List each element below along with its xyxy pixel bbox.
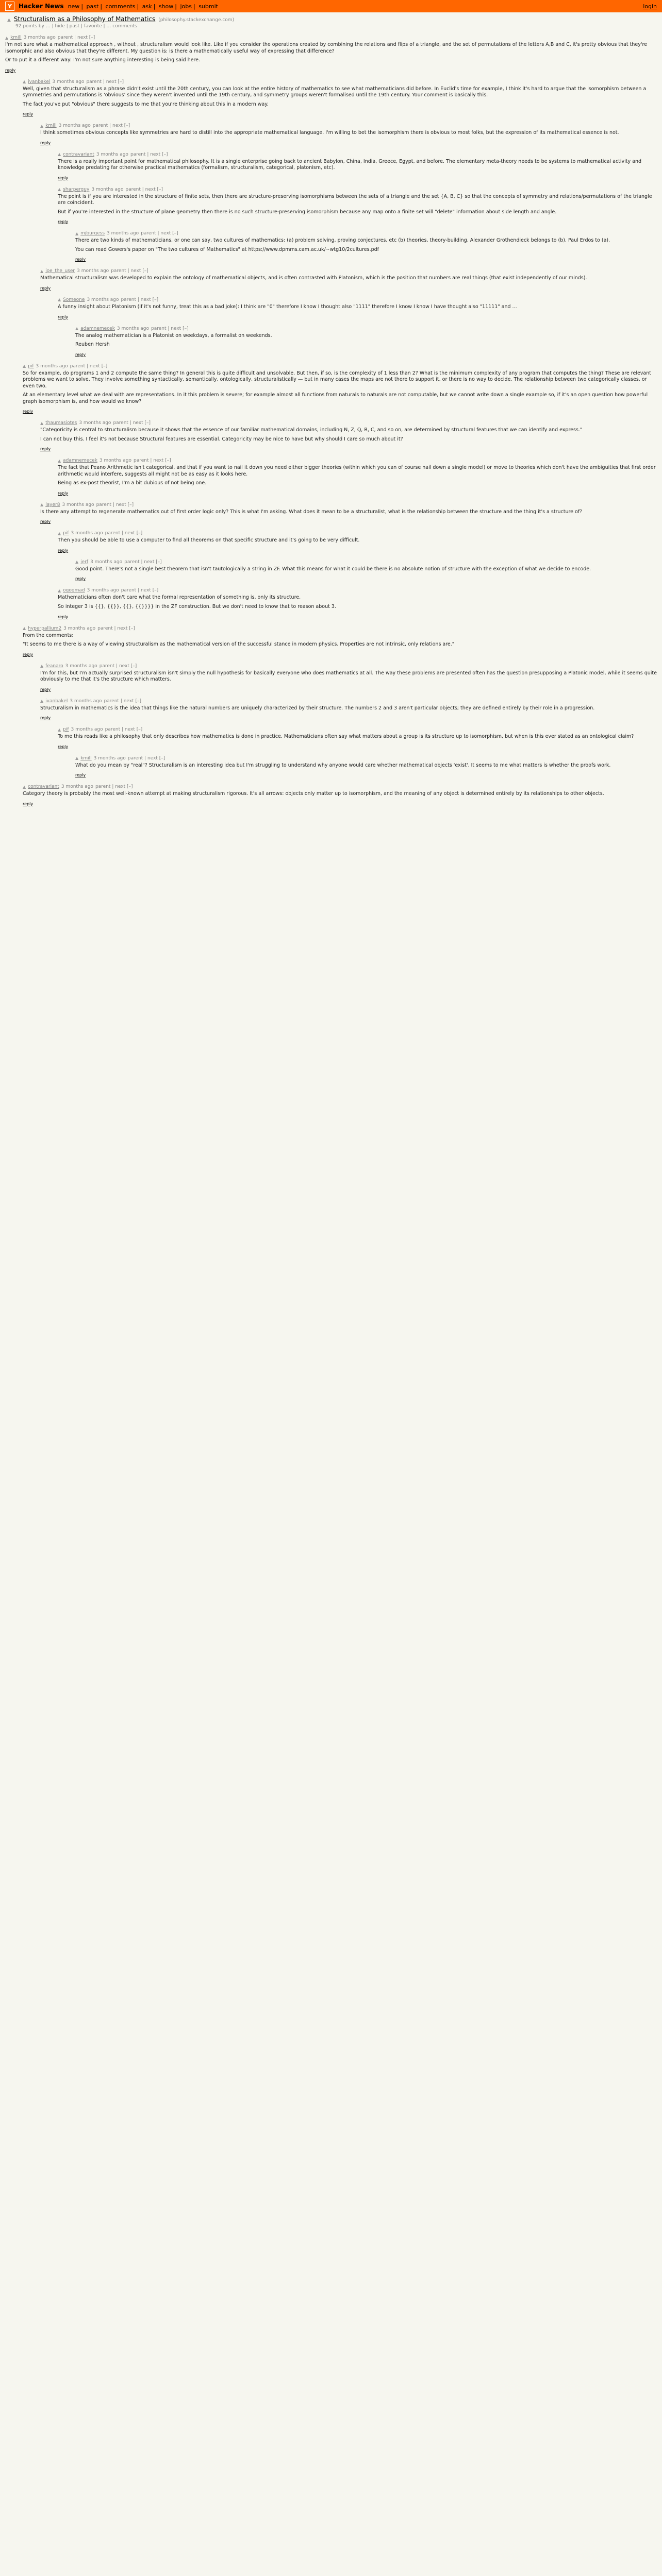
comment-meta [40, 268, 657, 274]
comment-paragraph: "It seems to me there is a way of viewing structuralism as the mathematical version of the successful stance in modern physics. Properties are not intrinsic, only relations are." [23, 641, 455, 648]
reply-link[interactable]: reply [23, 801, 34, 806]
comment-meta [40, 502, 657, 507]
comment-nav-links[interactable]: parent | next [–] [121, 297, 159, 302]
comment [75, 231, 657, 262]
reply-link[interactable]: reply [40, 519, 51, 524]
comment-paragraph: Category theory is probably the most well-known attempt at making structuralism rigorous. It's all arrows: objects only matter up to isomorphism, and the meaning of any object is determined entirely by its relationships to other objects. [23, 791, 604, 797]
top-bar [0, 0, 662, 12]
comment-paragraph: There is a really important point for mathematical philosophy. It is a single enterprise going back to ancient Babylon, China, India, Greece, Egypt, and before. The elementary meta-theory needs to be systems to mathematical activity and knowledge predating far otherwise practical mathematics (formalism, structuralism, categorical, platonism, etc). [58, 158, 642, 171]
comment-nav-links[interactable]: parent | next [–] [105, 727, 143, 733]
comment-nav-links[interactable]: parent | next [–] [151, 326, 189, 331]
comment-paragraph: The fact that Peano Arithmetic isn't categorical, and that if you want to nail it down you need either bigger theories (within which you can of course nail down a single model) or move to theories which don't have the ambiguities that first order arithmetic would interfere, suggests all might not be as easy as it looks here. [58, 465, 656, 477]
comment-paragraph: I can not buy this. I feel it's not because Structural features are essential. Categoricity may be nice to have but why should I care so much about it? [40, 436, 403, 442]
comment-body [75, 566, 657, 582]
nav-jobs[interactable]: jobs [180, 3, 192, 10]
comment-nav-links[interactable]: parent | next [–] [57, 35, 95, 40]
comment-body [75, 762, 657, 778]
story-header [0, 12, 662, 33]
comment-age[interactable]: 3 months ago [62, 502, 94, 507]
comment-user[interactable]: kmill [80, 755, 92, 761]
comment-age[interactable]: 3 months ago [77, 268, 109, 274]
reply-link[interactable]: reply [5, 67, 16, 73]
upvote-icon[interactable]: ▲ [58, 152, 61, 157]
nav-new[interactable]: new [68, 3, 80, 10]
comment-meta [40, 664, 657, 669]
story-meta: 92 points by … | hide | past | favorite | … comments [15, 24, 137, 29]
comment [23, 626, 657, 657]
comment-age[interactable]: 3 months ago [71, 531, 103, 536]
comment-paragraph: Structuralism in mathematics is the idea that things like the natural numbers are uniquely characterized by their structure. The numbers 2 and 3 aren't particular objects; they are defined entirely by their role in a progression. [40, 705, 595, 711]
comment-user[interactable]: kmill [45, 123, 57, 129]
comment-nav-links[interactable]: parent | next [–] [113, 420, 151, 426]
comment-body [40, 670, 657, 692]
comment-thread [0, 33, 662, 818]
reply-link[interactable]: reply [58, 314, 69, 319]
reply-link[interactable]: reply [58, 490, 69, 496]
comment-user[interactable]: kmill [10, 35, 22, 40]
comment-user[interactable]: ivanbakel [45, 698, 68, 704]
comment-nav-links[interactable]: parent | next [–] [124, 559, 162, 565]
reply-link[interactable]: reply [58, 175, 69, 180]
reply-link[interactable]: reply [23, 112, 34, 117]
comment-user[interactable]: adamnemecek [63, 458, 97, 464]
comment-meta [58, 187, 657, 192]
comment-age[interactable]: 3 months ago [71, 727, 103, 733]
comment-age[interactable]: 3 months ago [79, 420, 111, 426]
comment-age[interactable]: 3 months ago [61, 784, 93, 790]
upvote-icon[interactable]: ▲ [58, 187, 61, 192]
comment-paragraph: So for example, do programs 1 and 2 compute the same thing? In general this is quite difficult and unsolvable. But then, if so, is the complexity of 1 less than 2? What is the minimum complexity of any program that computes the thing? These are relevant problems we want to solve. They involve something syntactically, semantically, ontologically, structuralistically — but in many cases the maps are not there to support it, or there is no way to decide. The relationship between two categorically classes, or even two. [23, 370, 651, 389]
reply-link[interactable]: reply [58, 614, 69, 619]
comment-user[interactable]: adamnemecek [80, 326, 115, 331]
comment [40, 699, 657, 721]
comment [58, 152, 657, 181]
comment-user[interactable]: ivanbakel [28, 79, 51, 84]
comment-age[interactable]: 3 months ago [87, 297, 119, 302]
comment-meta [23, 626, 657, 631]
comment-user[interactable]: jerf [80, 559, 89, 565]
comment-body [40, 705, 657, 721]
upvote-icon[interactable]: ▲ [7, 18, 11, 23]
comment-body [40, 509, 657, 525]
comment-meta [23, 79, 657, 84]
comment-user[interactable]: feanaro [45, 663, 63, 669]
upvote-icon[interactable]: ▲ [75, 326, 79, 331]
comment-paragraph: I think sometimes obvious concepts like symmetries are hard to distill into the appropriate mathematical language. I'm willing to bet the isomorphism there is obvious to most folks, but the expression of its mathematical essence is not. [40, 130, 619, 136]
comment-user[interactable]: joe_the_user [45, 268, 75, 274]
comment [58, 588, 657, 619]
upvote-icon[interactable]: ▲ [40, 699, 44, 704]
comment-user[interactable]: pif [63, 727, 69, 733]
comment-meta [40, 123, 657, 128]
comment-paragraph: You can read Gowers's paper on "The two cultures of Mathematics" at https://www.dpmms.cam.ac.uk/~wtg10/2cultures.pdf [75, 246, 379, 252]
comment-paragraph: At an elementary level what we deal with are representations. In it this problem is severe; for example almost all functions from naturals to naturals are not computable, but we cannot write down a single example so, if it's an open question how powerful graph isomorphism is, and how would we know? [23, 392, 648, 404]
comment-user[interactable]: layer8 [45, 502, 60, 507]
comment-body [5, 42, 657, 73]
comment-age[interactable]: 3 months ago [107, 231, 139, 236]
nav-past[interactable]: past [86, 3, 99, 10]
comment-body [58, 734, 657, 750]
comment-meta [40, 420, 657, 426]
comment-body [58, 304, 657, 320]
story-domain[interactable]: (philosophy.stackexchange.com) [158, 18, 235, 23]
comment-meta [58, 531, 657, 536]
upvote-icon[interactable]: ▲ [40, 268, 44, 274]
comment-body [23, 633, 657, 657]
reply-link[interactable]: reply [75, 577, 86, 582]
comment-paragraph: Is there any attempt to regenerate mathematics out of first order logic only? This is what I'm asking. What does it mean to be a structuralist, what is the relationship between the structure and the thing it's a structure of? [40, 509, 583, 515]
comment-age[interactable]: 3 months ago [63, 625, 96, 631]
upvote-icon[interactable]: ▲ [58, 458, 61, 463]
upvote-icon[interactable]: ▲ [58, 297, 61, 302]
upvote-icon[interactable]: ▲ [23, 79, 26, 84]
comment-paragraph: To me this reads like a philosophy that only describes how mathematics is done in practice. Mathematicians often say what matters about a group is its structure up to isomorphism, but when is this ever stated as an ontological claim? [58, 734, 634, 740]
comment-paragraph: But if you're interested in the structure of plane geometry then there is no such structure-preserving isomorphism because any map onto a finite set will "delete" information about side length and angle. [58, 209, 557, 215]
upvote-icon[interactable]: ▲ [40, 123, 44, 128]
upvote-icon[interactable]: ▲ [58, 588, 61, 593]
comment-nav-links[interactable]: parent | next [–] [70, 363, 108, 369]
reply-link[interactable]: reply [40, 140, 51, 145]
comment-age[interactable]: 3 months ago [117, 326, 150, 331]
comment-paragraph: So integer 3 is {{}, {{}}, {{}, {{}}}} in the ZF construction. But we don't need to know that to reason about 3. [58, 604, 336, 609]
comment-paragraph: What do you mean by "real"? Structuralism is an interesting idea but I'm struggling to understand why anyone would care whether mathematical objects 'exist'. It seems to me what matters is whether the proofs work. [75, 762, 611, 768]
comment [58, 458, 657, 496]
comment-paragraph: Or to put it a different way: I'm not sure anything interesting is being said here. [5, 57, 201, 63]
comment-nav-links[interactable]: parent | next [–] [121, 588, 159, 594]
comment-user[interactable]: pif [63, 531, 69, 536]
comment [58, 531, 657, 553]
comment [75, 756, 657, 778]
nav-links: new | past | comments | ask | show | jobs | submit [68, 3, 218, 10]
upvote-icon[interactable]: ▲ [23, 364, 26, 369]
comment-age[interactable]: 3 months ago [58, 123, 91, 129]
comment [58, 187, 657, 225]
upvote-icon[interactable]: ▲ [40, 664, 44, 669]
comment-body [58, 595, 657, 619]
reply-link[interactable]: reply [58, 219, 69, 225]
comment-body [40, 427, 657, 452]
comment-age[interactable]: 3 months ago [93, 755, 126, 761]
comment-age[interactable]: 3 months ago [52, 79, 85, 84]
comment-meta [75, 756, 657, 761]
comment-nav-links[interactable]: parent | next [–] [86, 79, 124, 84]
upvote-icon[interactable]: ▲ [23, 784, 26, 789]
comment [58, 727, 657, 750]
nav-show[interactable]: show [158, 3, 174, 10]
comment [40, 664, 657, 692]
comment-meta [75, 560, 657, 565]
comment-meta [58, 297, 657, 302]
site-name[interactable]: Hacker News [19, 3, 64, 10]
comment-user[interactable]: contravariant [28, 784, 59, 790]
comment-meta [75, 326, 657, 331]
comment-paragraph: The fact you've put "obvious" there suggests to me that you're thinking about this in a modern way. [23, 101, 269, 107]
upvote-icon[interactable]: ▲ [75, 560, 79, 565]
nav-ask[interactable]: ask [142, 3, 152, 10]
comment [40, 123, 657, 146]
reply-link[interactable]: reply [40, 687, 51, 692]
comment-nav-links[interactable]: parent | next [–] [127, 755, 166, 761]
comment-nav-links[interactable]: parent | next [–] [125, 187, 163, 192]
comment-body [40, 130, 657, 146]
comment-paragraph: The point is if you are interested in the structure of finite sets, then there are structure-preserving isomorphisms between the sets of a triangle and the set {A, B, C} so that the concepts of symmetry and relations/permutations of the triangle are coincident. [58, 193, 652, 206]
comment-user[interactable]: mjburgess [80, 231, 105, 236]
comment-meta [58, 588, 657, 593]
comment-body [75, 238, 657, 262]
comment-body [23, 791, 657, 807]
comment-body [75, 333, 657, 358]
comment-nav-links[interactable]: parent | next [–] [104, 698, 142, 704]
comment [5, 35, 657, 73]
comment-paragraph: Mathematical structuralism was developed to explain the ontology of mathematical objects, and is often contrasted with Platonism, which is the position that numbers are real things (that exist independently of our minds). [40, 275, 587, 281]
reply-link[interactable]: reply [58, 548, 69, 553]
comment-nav-links[interactable]: parent | next [–] [105, 531, 143, 536]
reply-link[interactable]: reply [40, 716, 51, 721]
comment-meta [23, 364, 657, 369]
comment [58, 297, 657, 320]
nav-submit[interactable]: submit [198, 3, 218, 10]
comment-paragraph: Well, given that structuralism as a phrase didn't exist until the 20th century, you can look at the entire history of mathematics to see what mathematicians did before. In Euclid's time for example, I think it's hard to argue that the isomorphism between a symmetries and permutations is 'obvious' since they weren't invented until the 19th century, and symmetry groups weren't formalised until the 19th century. Your comment is basically this. [23, 86, 647, 98]
comment-user[interactable]: hyperpallium2 [28, 625, 62, 631]
comment-body [58, 537, 657, 553]
reply-link[interactable]: reply [75, 352, 86, 357]
comment [23, 784, 657, 807]
login-link[interactable]: login [643, 3, 657, 10]
comment-age[interactable]: 3 months ago [90, 559, 123, 565]
reply-link[interactable]: reply [40, 447, 51, 452]
comment-age[interactable]: 3 months ago [65, 663, 97, 669]
comment-age[interactable]: 3 months ago [23, 35, 56, 40]
comment-paragraph: Mathematicians often don't care what the formal representation of something is, only its structure. [58, 595, 301, 601]
reply-link[interactable]: reply [75, 773, 86, 778]
reply-link[interactable]: reply [40, 285, 51, 291]
upvote-icon[interactable]: ▲ [40, 502, 44, 507]
upvote-icon[interactable]: ▲ [40, 420, 44, 426]
comment [23, 79, 657, 117]
comment-nav-links[interactable]: parent | next [–] [95, 784, 133, 790]
comment-nav-links[interactable]: parent | next [–] [134, 458, 171, 464]
comment [75, 326, 657, 358]
comment-user[interactable]: ogogmad [63, 588, 85, 594]
comment-nav-links[interactable]: parent | next [–] [111, 268, 148, 274]
upvote-icon[interactable]: ▲ [23, 626, 26, 631]
comment-body [23, 86, 657, 117]
reply-link[interactable]: reply [23, 652, 34, 657]
comment-paragraph: Good point. There's not a single best theorem that isn't tautologically a string in ZF. What this means for what it could be there is no absolute notion of structure with the exception of what we decide to encode. [75, 566, 591, 572]
comment-paragraph: I'm not sure what a mathematical approach , without , structuralism would look like. Like if you consider the operations created by combining the relations and flips of a triangle, and the set of permutations of the letters A,B and C, it's pretty obvious that they're isomorphic and also obvious that they're different. My question is: is there a mathematically useful way of expressing that difference? [5, 42, 647, 54]
comment-meta [23, 784, 657, 789]
comment [40, 420, 657, 452]
comment-body [58, 465, 657, 496]
reply-link[interactable]: reply [58, 744, 69, 749]
upvote-icon[interactable]: ▲ [75, 756, 79, 761]
comment-paragraph: The analog mathematician is a Platonist on weekdays, a formalist on weekends. [75, 332, 272, 338]
reply-link[interactable]: reply [75, 257, 86, 262]
nav-comments[interactable]: comments [105, 3, 136, 10]
comment-age[interactable]: 3 months ago [87, 588, 119, 594]
comment [23, 364, 657, 415]
comment-age[interactable]: 3 months ago [96, 151, 128, 157]
comment-paragraph: Reuben Hersh [75, 342, 110, 348]
comment-nav-links[interactable]: parent | next [–] [141, 231, 178, 236]
comment-nav-links[interactable]: parent | next [–] [99, 663, 137, 669]
comment-nav-links[interactable]: parent | next [–] [92, 123, 130, 129]
comment-paragraph: A funny insight about Platonism (if it's not funny, treat this as a bad joke): I think are "0" therefore I know I thought also "1111" therefore I know I know I have thought also "11111" and ... [58, 303, 517, 310]
comment-meta [58, 727, 657, 732]
comment-user[interactable]: thaumasiotes [45, 420, 77, 426]
comment-body [58, 159, 657, 181]
upvote-icon[interactable]: ▲ [5, 35, 9, 40]
comment-paragraph: Then you should be able to use a computer to find all theorems on that specific structure and it's going to be very difficult. [58, 537, 360, 544]
upvote-icon[interactable]: ▲ [58, 531, 61, 536]
comment-user[interactable]: sharperguy [63, 187, 90, 192]
comment-nav-links[interactable]: parent | next [–] [130, 151, 168, 157]
comment-age[interactable]: 3 months ago [99, 458, 132, 464]
comment-user[interactable]: Someone [63, 297, 85, 302]
comment-paragraph: "Categoricity is central to structuralism because it shows that the essence of our familiar mathematical domains, including N, Z, Q, R, C, and so on, are determined by structural features that we can identify and express." [40, 427, 583, 433]
comment-meta [75, 231, 657, 236]
comment-body [40, 275, 657, 291]
comment-user[interactable]: pif [28, 363, 34, 369]
comment-paragraph: From the comments: [23, 632, 74, 638]
comment-meta [58, 152, 657, 157]
comment-meta [58, 458, 657, 463]
comment-meta [40, 699, 657, 704]
comment [75, 560, 657, 582]
comment-body [58, 194, 657, 225]
hn-logo-icon[interactable]: Y [5, 2, 14, 11]
comment-meta [5, 35, 657, 40]
comment-nav-links[interactable]: parent | next [–] [96, 502, 134, 507]
upvote-icon[interactable]: ▲ [58, 727, 61, 732]
comment-nav-links[interactable]: parent | next [–] [97, 625, 135, 631]
comment-paragraph: I'm for this, but I'm actually surprised structuralism isn't simply the null hypothesis for basically everyone who does mathematics at all. The way these problems are presented often has the question presupposing a Platonic model, while it seems quite obviously to me that it's the structure which matters. [40, 670, 657, 683]
reply-link[interactable]: reply [23, 409, 34, 414]
story-title[interactable]: Structuralism as a Philosophy of Mathematics [13, 15, 156, 23]
comment-age[interactable]: 3 months ago [70, 698, 102, 704]
comment-age[interactable]: 3 months ago [91, 187, 124, 192]
comment [40, 502, 657, 525]
comment-age[interactable]: 3 months ago [36, 363, 68, 369]
comment-paragraph: There are two kinds of mathematicians, or one can say, two cultures of mathematics: (a) problem solving, proving conjectures, etc (b) theories, theory-building. Alexander Grothendieck belongs to (b). Paul Erdos to (a). [75, 238, 610, 244]
comment-paragraph: Being as ex-post theorist, I'm a bit dubious of not being one. [58, 480, 207, 486]
comment-user[interactable]: contravariant [63, 151, 94, 157]
upvote-icon[interactable]: ▲ [75, 231, 79, 236]
comment [40, 268, 657, 291]
comment-body [23, 370, 657, 415]
